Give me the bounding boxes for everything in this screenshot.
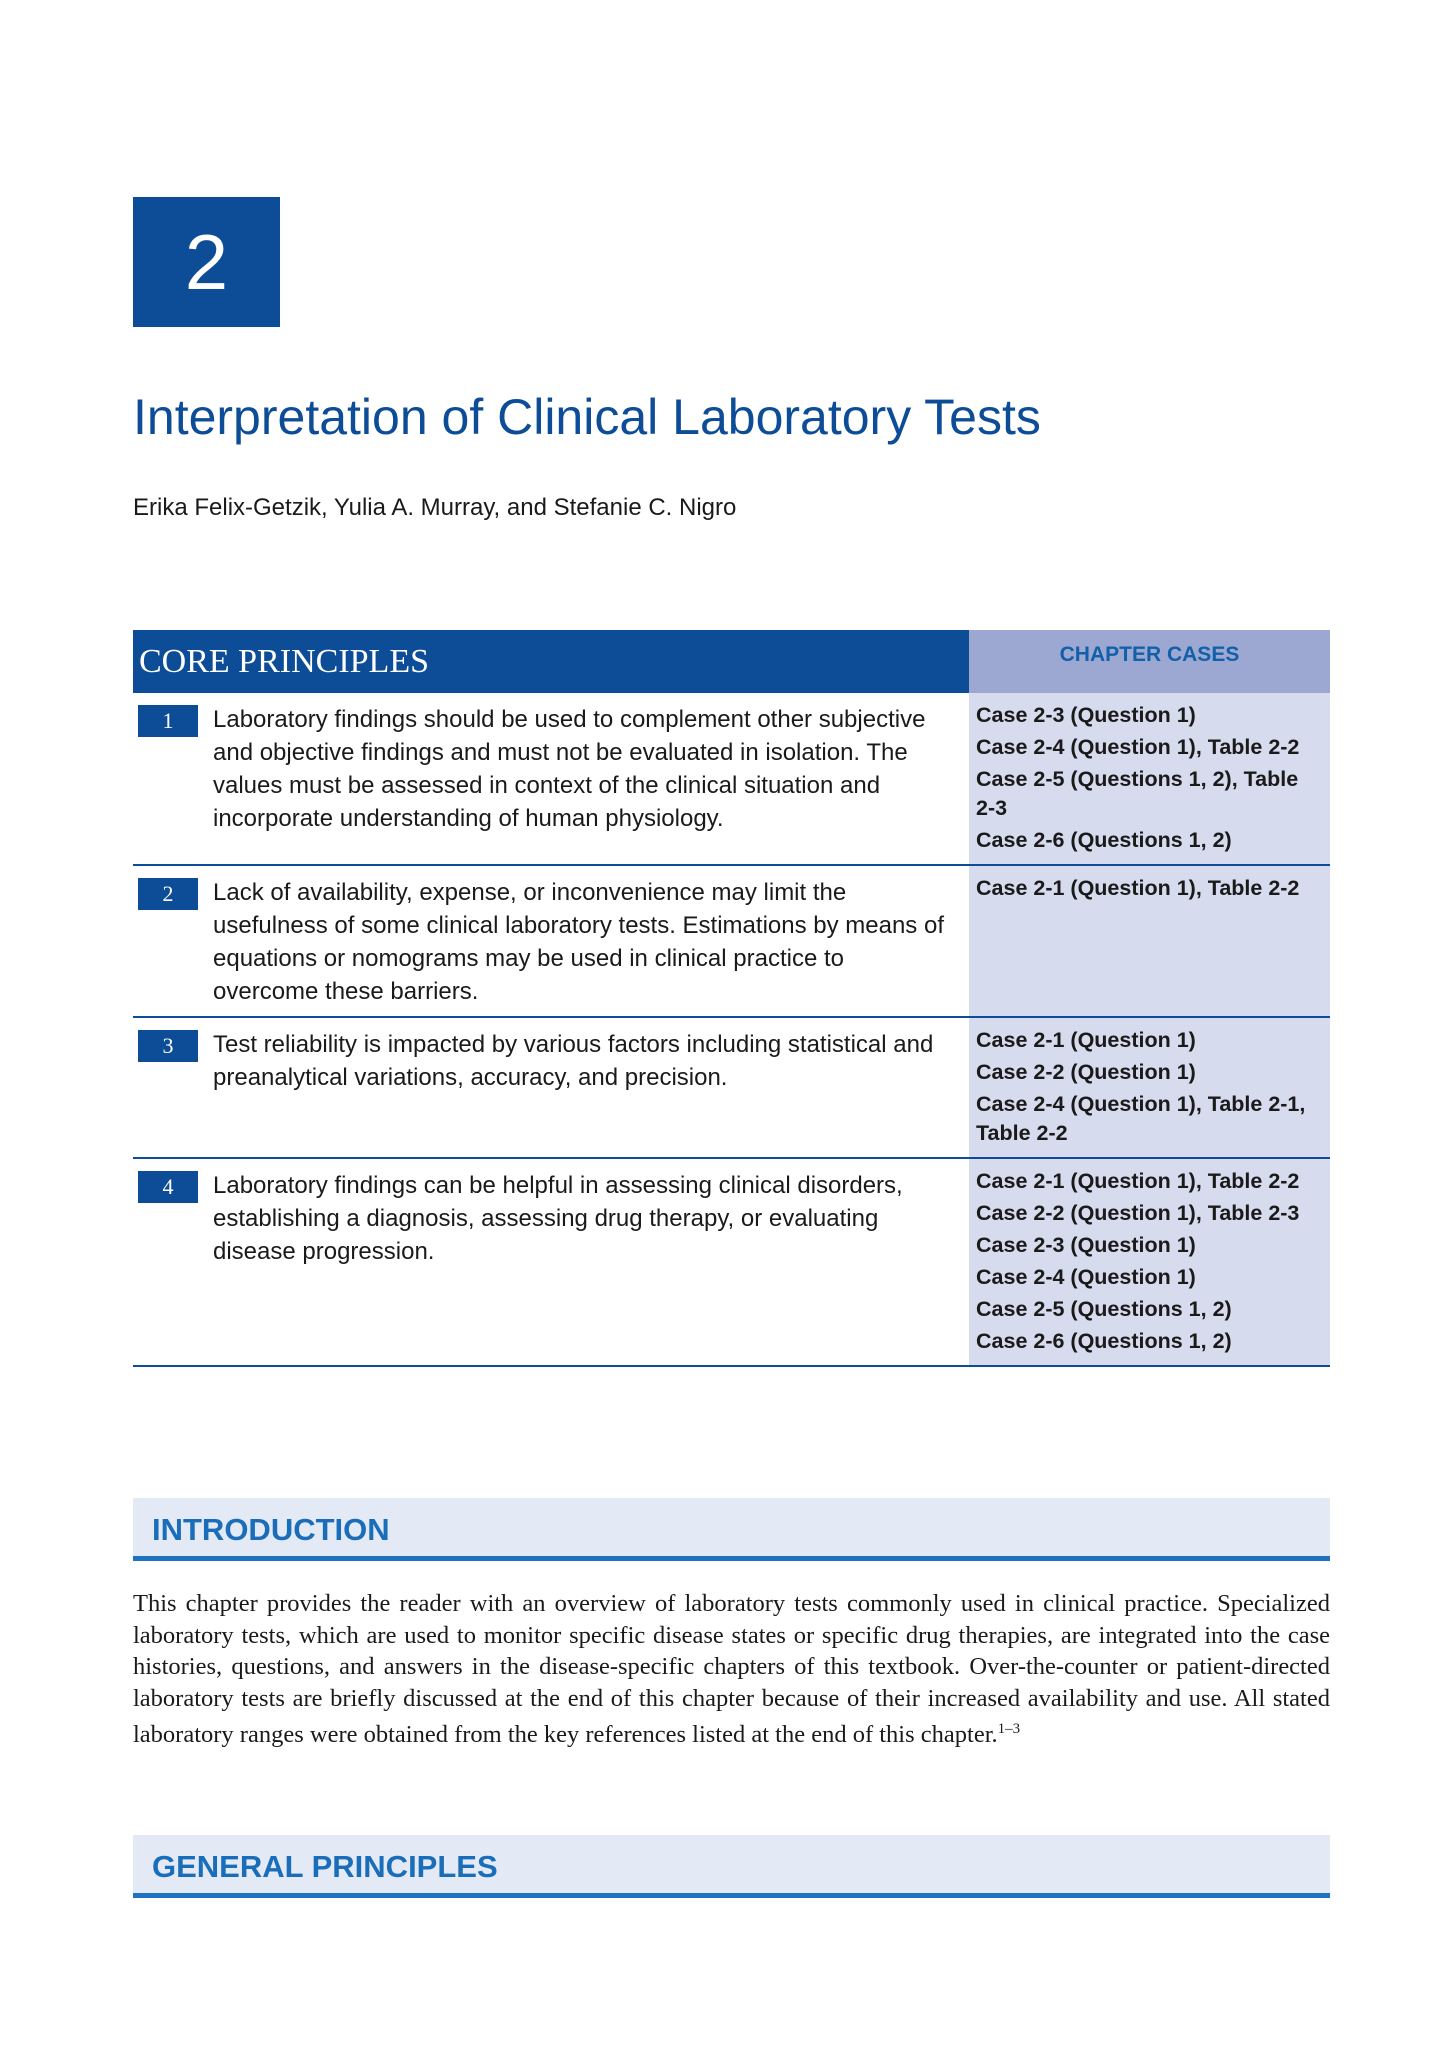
- introduction-text: This chapter provides the reader with an overview of laboratory tests commonly used in clinical practice. Specialized laboratory tests, which are used to monitor specific disease states or specific drug therapies, are integrated into the case histories, questions, and answers in the disease-specific chapters of this textbook. Over-the-counter or patient-directed laboratory tests are briefly discussed at the end of this chapter because of their increased availability and use. All stated laboratory ranges were obtained from the key references listed at the end of this chapter.: [133, 1590, 1330, 1749]
- introduction-section-header: [133, 1498, 1330, 1561]
- chapter-authors: Erika Felix-Getzik, Yulia A. Murray, and Stefanie C. Nigro: [133, 494, 737, 521]
- chapter-case-reference: Case 2-4 (Question 1), Table 2-2: [976, 735, 1300, 759]
- core-principle-text: Laboratory findings can be helpful in assessing clinical disorders, establishing a diagnosis, assessing drug therapy, or evaluating disease progression.: [213, 1172, 903, 1265]
- core-principle-number: 2: [138, 878, 198, 910]
- general-principles-section-header: [133, 1835, 1330, 1898]
- core-principle-content: [133, 866, 969, 1016]
- core-principle-row: [133, 693, 1330, 866]
- chapter-case-reference: Case 2-2 (Question 1), Table 2-3: [976, 1201, 1300, 1225]
- chapter-case-reference: Case 2-3 (Question 1): [976, 1233, 1196, 1257]
- core-principle-text: Laboratory findings should be used to complement other subjective and objective findings and must not be evaluated in isolation. The values must be assessed in context of the clinical situation and incorporate understanding of human physiology.: [213, 706, 926, 832]
- chapter-number: 2: [184, 218, 229, 306]
- chapter-case-reference: Case 2-4 (Question 1), Table 2-1, Table 2-2: [976, 1092, 1306, 1145]
- core-principle-number: 1: [138, 705, 198, 737]
- chapter-case-reference: Case 2-2 (Question 1): [976, 1060, 1196, 1084]
- chapter-case-reference: Case 2-6 (Questions 1, 2): [976, 1329, 1232, 1353]
- core-principle-content: [133, 1018, 969, 1157]
- core-principle-content: [133, 1159, 969, 1365]
- general-principles-heading: GENERAL PRINCIPLES: [152, 1849, 498, 1884]
- chapter-cases-cell: [969, 693, 1330, 864]
- core-principle-content: [133, 693, 969, 864]
- chapter-cases-cell: [969, 1159, 1330, 1365]
- chapter-number-box: [133, 197, 280, 327]
- core-principle-row: [133, 866, 1330, 1018]
- core-principles-heading: CORE PRINCIPLES: [133, 630, 969, 693]
- chapter-cases-cell: [969, 866, 1330, 1016]
- core-principle-number: 3: [138, 1030, 198, 1062]
- introduction-paragraph: [133, 1588, 1330, 1751]
- chapter-case-reference: Case 2-4 (Question 1): [976, 1265, 1196, 1289]
- chapter-case-reference: Case 2-1 (Question 1), Table 2-2: [976, 876, 1300, 900]
- chapter-case-reference: Case 2-6 (Questions 1, 2): [976, 828, 1232, 852]
- chapter-title: Interpretation of Clinical Laboratory Tests: [133, 389, 1041, 445]
- core-principle-number: 4: [138, 1171, 198, 1203]
- chapter-case-reference: Case 2-5 (Questions 1, 2): [976, 1297, 1232, 1321]
- core-principles-rows: [133, 693, 1330, 1367]
- core-principle-text: Lack of availability, expense, or inconvenience may limit the usefulness of some clinical laboratory tests. Estimations by means of equations or nomograms may be used in clinical practice to overcome these barriers.: [213, 879, 944, 1005]
- introduction-heading: INTRODUCTION: [152, 1512, 390, 1547]
- chapter-case-reference: Case 2-1 (Question 1), Table 2-2: [976, 1169, 1300, 1193]
- core-principle-row: [133, 1018, 1330, 1159]
- core-principles-table: [133, 630, 1330, 1367]
- chapter-case-reference: Case 2-3 (Question 1): [976, 703, 1196, 727]
- chapter-case-reference: Case 2-1 (Question 1): [976, 1028, 1196, 1052]
- core-principle-row: [133, 1159, 1330, 1367]
- introduction-citation: 1–3: [997, 1721, 1021, 1737]
- chapter-cases-cell: [969, 1018, 1330, 1157]
- chapter-cases-heading: CHAPTER CASES: [969, 630, 1330, 693]
- core-principles-header: [133, 630, 1330, 693]
- core-principle-text: Test reliability is impacted by various factors including statistical and preanalytical variations, accuracy, and precision.: [213, 1031, 934, 1091]
- chapter-case-reference: Case 2-5 (Questions 1, 2), Table 2-3: [976, 767, 1299, 820]
